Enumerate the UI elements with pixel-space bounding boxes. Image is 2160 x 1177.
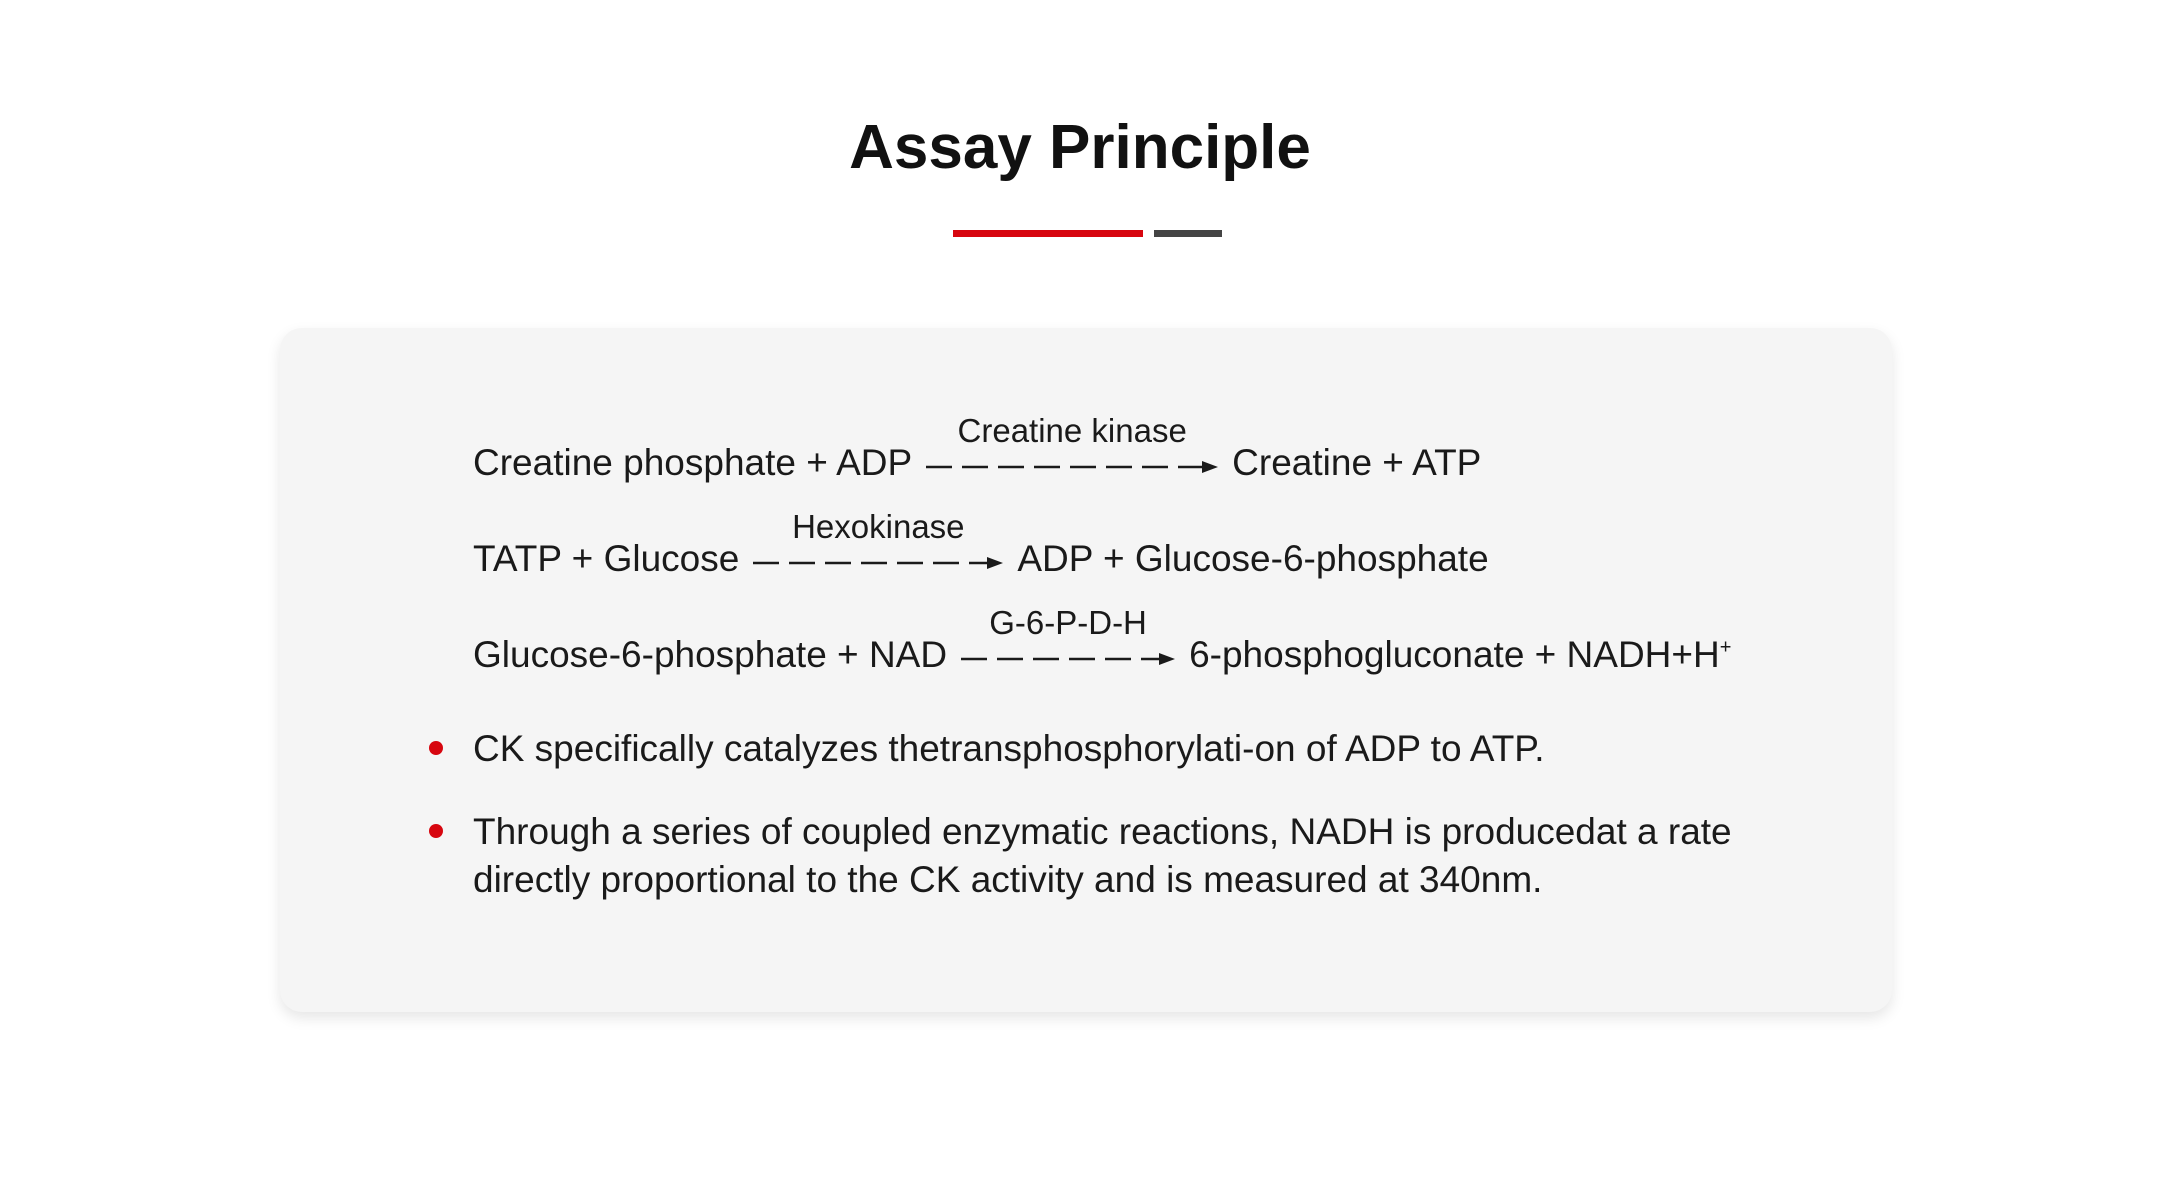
- page-title: Assay Principle: [849, 113, 1311, 182]
- reaction-2: [473, 508, 1489, 581]
- bullet-item-2: [473, 808, 1823, 904]
- reaction-1-products: Creatine + ATP: [1232, 442, 1482, 483]
- bullet-item-2-text: Through a series of coupled enzymatic reactions, NADH is producedat a rate directly proportional to the CK activity and is measured at 340nm.: [473, 811, 1732, 900]
- reaction-2-reactants: TATP + Glucose: [473, 538, 740, 579]
- reaction-3-products: [1189, 633, 1731, 677]
- bullet-dot-icon: [429, 741, 443, 755]
- bullet-dot-icon: [429, 824, 443, 838]
- reaction-3-reactants: Glucose-6-phosphate + NAD: [473, 634, 948, 675]
- reaction-2-enzyme: Hexokinase: [792, 508, 965, 545]
- reaction-2-arrow: [753, 508, 1003, 581]
- underline-accent-bar: [953, 230, 1143, 237]
- bullet-item-1-text: CK specifically catalyzes thetransphosphorylati-on of ADP to ATP.: [473, 728, 1545, 769]
- reaction-1-arrow: [926, 412, 1218, 485]
- reaction-1-enzyme: Creatine kinase: [957, 412, 1187, 449]
- title-underline: [953, 230, 1223, 237]
- reaction-3-enzyme: G-6-P-D-H: [989, 604, 1147, 641]
- reaction-1-reactants: Creatine phosphate + ADP: [473, 442, 913, 483]
- reaction-1: [473, 412, 1482, 485]
- reaction-3-arrow: [961, 604, 1175, 677]
- dashed-arrow-icon: [753, 555, 1003, 571]
- dashed-arrow-icon: [926, 459, 1218, 475]
- reaction-3-products-text: 6-phosphogluconate + NADH+H: [1189, 634, 1720, 675]
- bullet-item-1: [473, 725, 1823, 773]
- reaction-3-charge-superscript: +: [1719, 636, 1732, 659]
- reaction-2-products: ADP + Glucose-6-phosphate: [1017, 538, 1489, 579]
- dashed-arrow-icon: [961, 651, 1175, 667]
- underline-dark-bar: [1154, 230, 1222, 237]
- reaction-3: [473, 604, 1732, 677]
